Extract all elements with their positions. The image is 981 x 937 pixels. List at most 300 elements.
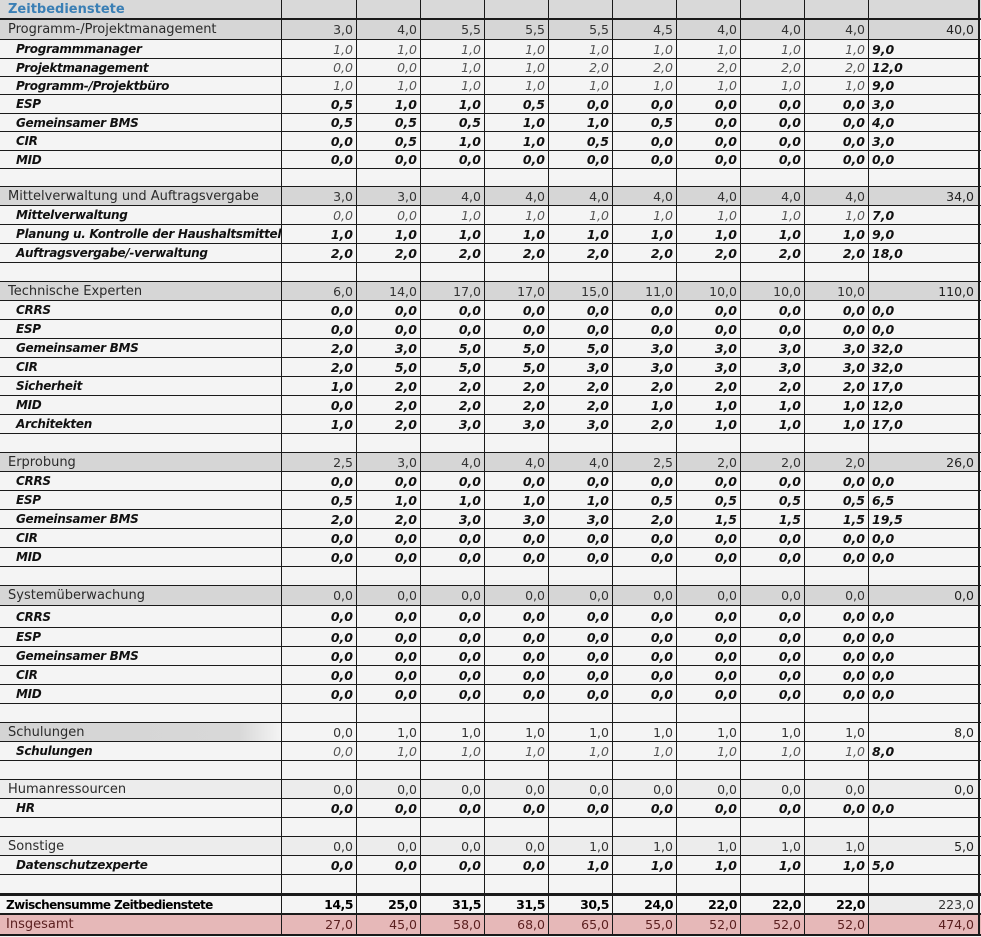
- value-cell-col-5[interactable]: [549, 818, 613, 836]
- value-cell-col-5[interactable]: 1,0: [549, 491, 613, 509]
- value-cell-col-5[interactable]: 0,0: [549, 548, 613, 566]
- total-cell[interactable]: 34,0: [869, 187, 980, 205]
- value-cell-col-7[interactable]: 2,0: [677, 244, 741, 262]
- value-cell-col-3[interactable]: 0,0: [421, 780, 485, 798]
- total-cell[interactable]: 0,0: [869, 780, 980, 798]
- total-cell[interactable]: 9,0: [869, 77, 980, 94]
- value-cell-col-3[interactable]: [421, 761, 485, 779]
- value-cell-col-1[interactable]: 0,0: [282, 59, 357, 76]
- row-label-cell[interactable]: [0, 875, 282, 893]
- value-cell-col-4[interactable]: 5,0: [485, 358, 549, 376]
- value-cell-col-6[interactable]: 2,0: [613, 59, 677, 76]
- value-cell-col-2[interactable]: 0,0: [357, 647, 421, 665]
- value-cell-col-4[interactable]: 3,0: [485, 510, 549, 528]
- value-cell-col-1[interactable]: 1,0: [282, 225, 357, 243]
- value-cell-col-7[interactable]: 1,0: [677, 742, 741, 760]
- value-cell-col-7[interactable]: 0,0: [677, 529, 741, 547]
- value-cell-col-3[interactable]: 1,0: [421, 132, 485, 150]
- value-cell-col-9[interactable]: [805, 567, 869, 585]
- value-cell-col-5[interactable]: 30,5: [549, 896, 613, 913]
- value-cell-col-3[interactable]: [421, 875, 485, 893]
- value-cell-col-1[interactable]: 0,0: [282, 837, 357, 855]
- value-cell-col-3[interactable]: [421, 169, 485, 186]
- value-cell-col-3[interactable]: 0,5: [421, 114, 485, 131]
- total-cell[interactable]: [869, 169, 980, 186]
- value-cell-col-6[interactable]: [613, 567, 677, 585]
- total-cell[interactable]: 17,0: [869, 377, 980, 395]
- value-cell-col-1[interactable]: 0,0: [282, 301, 357, 319]
- value-cell-col-5[interactable]: 0,0: [549, 799, 613, 817]
- value-cell-col-1[interactable]: 0,0: [282, 647, 357, 665]
- value-cell-col-5[interactable]: 5,5: [549, 20, 613, 39]
- value-cell-col-5[interactable]: 0,0: [549, 320, 613, 338]
- value-cell-col-1[interactable]: 3,0: [282, 20, 357, 39]
- value-cell-col-4[interactable]: 0,0: [485, 606, 549, 627]
- value-cell-col-3[interactable]: 0,0: [421, 606, 485, 627]
- value-cell-col-1[interactable]: 3,0: [282, 187, 357, 205]
- row-label-cell[interactable]: [0, 704, 282, 722]
- value-cell-col-2[interactable]: 45,0: [357, 915, 421, 934]
- value-cell-col-2[interactable]: [357, 875, 421, 893]
- value-cell-col-6[interactable]: 2,5: [613, 453, 677, 471]
- value-cell-col-8[interactable]: 0,5: [741, 491, 805, 509]
- value-cell-col-9[interactable]: [805, 0, 869, 18]
- value-cell-col-7[interactable]: 1,0: [677, 856, 741, 874]
- value-cell-col-1[interactable]: 1,0: [282, 415, 357, 433]
- row-label-cell[interactable]: Sicherheit: [0, 377, 282, 395]
- value-cell-col-6[interactable]: 1,0: [613, 742, 677, 760]
- value-cell-col-3[interactable]: [421, 434, 485, 452]
- value-cell-col-5[interactable]: 2,0: [549, 396, 613, 414]
- value-cell-col-5[interactable]: [549, 263, 613, 281]
- value-cell-col-7[interactable]: 0,0: [677, 301, 741, 319]
- total-cell[interactable]: 0,0: [869, 529, 980, 547]
- total-cell[interactable]: 5,0: [869, 837, 980, 855]
- value-cell-col-2[interactable]: 0,0: [357, 320, 421, 338]
- value-cell-col-5[interactable]: 1,0: [549, 837, 613, 855]
- value-cell-col-4[interactable]: 0,0: [485, 472, 549, 490]
- value-cell-col-6[interactable]: [613, 818, 677, 836]
- total-cell[interactable]: 0,0: [869, 628, 980, 646]
- value-cell-col-2[interactable]: 5,0: [357, 358, 421, 376]
- total-cell[interactable]: 8,0: [869, 723, 980, 741]
- value-cell-col-8[interactable]: [741, 567, 805, 585]
- value-cell-col-8[interactable]: 0,0: [741, 606, 805, 627]
- total-cell[interactable]: 0,0: [869, 301, 980, 319]
- value-cell-col-6[interactable]: 0,0: [613, 647, 677, 665]
- value-cell-col-3[interactable]: 5,5: [421, 20, 485, 39]
- row-label-cell[interactable]: Gemeinsamer BMS: [0, 647, 282, 665]
- value-cell-col-6[interactable]: 2,0: [613, 377, 677, 395]
- value-cell-col-8[interactable]: 0,0: [741, 132, 805, 150]
- total-cell[interactable]: 0,0: [869, 685, 980, 703]
- value-cell-col-8[interactable]: 1,0: [741, 415, 805, 433]
- value-cell-col-6[interactable]: [613, 434, 677, 452]
- value-cell-col-9[interactable]: [805, 875, 869, 893]
- total-cell[interactable]: 17,0: [869, 415, 980, 433]
- value-cell-col-1[interactable]: 0,0: [282, 723, 357, 741]
- row-label-cell[interactable]: [0, 434, 282, 452]
- value-cell-col-3[interactable]: 1,0: [421, 206, 485, 224]
- total-cell[interactable]: 7,0: [869, 206, 980, 224]
- value-cell-col-7[interactable]: 0,0: [677, 628, 741, 646]
- value-cell-col-2[interactable]: [357, 263, 421, 281]
- value-cell-col-8[interactable]: [741, 761, 805, 779]
- value-cell-col-2[interactable]: 25,0: [357, 896, 421, 913]
- value-cell-col-1[interactable]: 1,0: [282, 77, 357, 94]
- row-label-cell[interactable]: [0, 169, 282, 186]
- value-cell-col-1[interactable]: 27,0: [282, 915, 357, 934]
- value-cell-col-2[interactable]: [357, 761, 421, 779]
- row-label-cell[interactable]: Schulungen: [0, 742, 282, 760]
- value-cell-col-4[interactable]: 3,0: [485, 415, 549, 433]
- row-label-cell[interactable]: Architekten: [0, 415, 282, 433]
- value-cell-col-4[interactable]: [485, 263, 549, 281]
- value-cell-col-6[interactable]: [613, 704, 677, 722]
- value-cell-col-3[interactable]: 31,5: [421, 896, 485, 913]
- value-cell-col-7[interactable]: [677, 263, 741, 281]
- value-cell-col-9[interactable]: 2,0: [805, 453, 869, 471]
- total-cell[interactable]: 0,0: [869, 586, 980, 605]
- value-cell-col-2[interactable]: [357, 704, 421, 722]
- value-cell-col-8[interactable]: [741, 434, 805, 452]
- value-cell-col-3[interactable]: 3,0: [421, 510, 485, 528]
- total-cell[interactable]: 0,0: [869, 320, 980, 338]
- value-cell-col-7[interactable]: 0,0: [677, 586, 741, 605]
- value-cell-col-6[interactable]: [613, 875, 677, 893]
- value-cell-col-4[interactable]: 0,0: [485, 837, 549, 855]
- value-cell-col-7[interactable]: 1,0: [677, 837, 741, 855]
- value-cell-col-8[interactable]: 1,0: [741, 40, 805, 58]
- value-cell-col-9[interactable]: 22,0: [805, 896, 869, 913]
- value-cell-col-4[interactable]: [485, 875, 549, 893]
- value-cell-col-9[interactable]: 0,0: [805, 647, 869, 665]
- total-cell[interactable]: 19,5: [869, 510, 980, 528]
- value-cell-col-8[interactable]: 0,0: [741, 647, 805, 665]
- row-label-cell[interactable]: CIR: [0, 132, 282, 150]
- value-cell-col-7[interactable]: [677, 875, 741, 893]
- value-cell-col-1[interactable]: 0,0: [282, 780, 357, 798]
- value-cell-col-8[interactable]: 4,0: [741, 20, 805, 39]
- value-cell-col-4[interactable]: [485, 567, 549, 585]
- value-cell-col-7[interactable]: 2,0: [677, 453, 741, 471]
- value-cell-col-3[interactable]: 4,0: [421, 187, 485, 205]
- value-cell-col-9[interactable]: [805, 818, 869, 836]
- value-cell-col-7[interactable]: 0,0: [677, 780, 741, 798]
- value-cell-col-2[interactable]: 0,0: [357, 472, 421, 490]
- value-cell-col-3[interactable]: 1,0: [421, 225, 485, 243]
- value-cell-col-4[interactable]: 0,0: [485, 548, 549, 566]
- value-cell-col-7[interactable]: 10,0: [677, 282, 741, 300]
- value-cell-col-7[interactable]: [677, 704, 741, 722]
- value-cell-col-1[interactable]: 0,0: [282, 206, 357, 224]
- value-cell-col-6[interactable]: 0,0: [613, 151, 677, 168]
- total-cell[interactable]: 474,0: [869, 915, 980, 934]
- value-cell-col-5[interactable]: 0,0: [549, 151, 613, 168]
- value-cell-col-8[interactable]: 0,0: [741, 95, 805, 113]
- value-cell-col-9[interactable]: 0,0: [805, 472, 869, 490]
- value-cell-col-2[interactable]: 0,0: [357, 628, 421, 646]
- value-cell-col-3[interactable]: 0,0: [421, 685, 485, 703]
- total-cell[interactable]: 6,5: [869, 491, 980, 509]
- value-cell-col-6[interactable]: 11,0: [613, 282, 677, 300]
- value-cell-col-9[interactable]: 0,5: [805, 491, 869, 509]
- value-cell-col-1[interactable]: 1,0: [282, 40, 357, 58]
- value-cell-col-2[interactable]: 0,5: [357, 114, 421, 131]
- value-cell-col-6[interactable]: 1,0: [613, 396, 677, 414]
- value-cell-col-2[interactable]: 0,0: [357, 586, 421, 605]
- value-cell-col-9[interactable]: 2,0: [805, 244, 869, 262]
- value-cell-col-3[interactable]: 1,0: [421, 40, 485, 58]
- value-cell-col-8[interactable]: 1,0: [741, 742, 805, 760]
- row-label-cell[interactable]: Gemeinsamer BMS: [0, 339, 282, 357]
- value-cell-col-6[interactable]: 2,0: [613, 510, 677, 528]
- row-label-cell[interactable]: ESP: [0, 628, 282, 646]
- total-cell[interactable]: 32,0: [869, 339, 980, 357]
- value-cell-col-3[interactable]: 1,0: [421, 95, 485, 113]
- value-cell-col-1[interactable]: 0,5: [282, 491, 357, 509]
- value-cell-col-5[interactable]: 0,0: [549, 472, 613, 490]
- value-cell-col-6[interactable]: [613, 0, 677, 18]
- value-cell-col-5[interactable]: 2,0: [549, 377, 613, 395]
- value-cell-col-9[interactable]: 0,0: [805, 586, 869, 605]
- value-cell-col-5[interactable]: 0,0: [549, 301, 613, 319]
- value-cell-col-2[interactable]: 0,0: [357, 548, 421, 566]
- value-cell-col-1[interactable]: 0,5: [282, 114, 357, 131]
- value-cell-col-7[interactable]: [677, 818, 741, 836]
- value-cell-col-6[interactable]: 1,0: [613, 77, 677, 94]
- value-cell-col-4[interactable]: 1,0: [485, 132, 549, 150]
- value-cell-col-8[interactable]: 0,0: [741, 114, 805, 131]
- value-cell-col-5[interactable]: 15,0: [549, 282, 613, 300]
- value-cell-col-4[interactable]: 0,0: [485, 685, 549, 703]
- value-cell-col-9[interactable]: [805, 169, 869, 186]
- value-cell-col-3[interactable]: 0,0: [421, 837, 485, 855]
- value-cell-col-2[interactable]: 0,0: [357, 301, 421, 319]
- value-cell-col-8[interactable]: [741, 263, 805, 281]
- value-cell-col-9[interactable]: 4,0: [805, 20, 869, 39]
- value-cell-col-9[interactable]: 1,5: [805, 510, 869, 528]
- row-label-cell[interactable]: Insgesamt: [0, 915, 282, 934]
- value-cell-col-1[interactable]: 0,0: [282, 606, 357, 627]
- row-label-cell[interactable]: Gemeinsamer BMS: [0, 114, 282, 131]
- value-cell-col-1[interactable]: 2,0: [282, 244, 357, 262]
- value-cell-col-6[interactable]: 3,0: [613, 358, 677, 376]
- value-cell-col-7[interactable]: 0,0: [677, 606, 741, 627]
- value-cell-col-8[interactable]: 1,0: [741, 77, 805, 94]
- value-cell-col-5[interactable]: 1,0: [549, 114, 613, 131]
- row-label-cell[interactable]: Planung u. Kontrolle der Haushaltsmittel: [0, 225, 282, 243]
- value-cell-col-3[interactable]: 2,0: [421, 396, 485, 414]
- value-cell-col-2[interactable]: 0,0: [357, 529, 421, 547]
- value-cell-col-8[interactable]: 22,0: [741, 896, 805, 913]
- value-cell-col-7[interactable]: 0,0: [677, 685, 741, 703]
- value-cell-col-5[interactable]: [549, 875, 613, 893]
- value-cell-col-3[interactable]: 4,0: [421, 453, 485, 471]
- value-cell-col-5[interactable]: 0,0: [549, 606, 613, 627]
- value-cell-col-5[interactable]: 3,0: [549, 510, 613, 528]
- value-cell-col-2[interactable]: 0,0: [357, 685, 421, 703]
- value-cell-col-6[interactable]: 0,0: [613, 301, 677, 319]
- total-cell[interactable]: 4,0: [869, 114, 980, 131]
- value-cell-col-9[interactable]: 1,0: [805, 206, 869, 224]
- value-cell-col-3[interactable]: 58,0: [421, 915, 485, 934]
- value-cell-col-1[interactable]: 0,0: [282, 742, 357, 760]
- value-cell-col-4[interactable]: 0,0: [485, 647, 549, 665]
- row-label-cell[interactable]: Datenschutzexperte: [0, 856, 282, 874]
- row-label-cell[interactable]: CRRS: [0, 606, 282, 627]
- value-cell-col-4[interactable]: 0,0: [485, 320, 549, 338]
- value-cell-col-1[interactable]: 0,0: [282, 151, 357, 168]
- row-label-cell[interactable]: Zwischensumme Zeitbedienstete: [0, 896, 282, 913]
- value-cell-col-4[interactable]: 0,0: [485, 301, 549, 319]
- row-label-cell[interactable]: Mittelverwaltung und Auftragsvergabe: [0, 187, 282, 205]
- value-cell-col-4[interactable]: 68,0: [485, 915, 549, 934]
- value-cell-col-8[interactable]: 1,0: [741, 723, 805, 741]
- value-cell-col-5[interactable]: 1,0: [549, 225, 613, 243]
- value-cell-col-5[interactable]: 2,0: [549, 244, 613, 262]
- value-cell-col-3[interactable]: 1,0: [421, 59, 485, 76]
- value-cell-col-8[interactable]: 4,0: [741, 187, 805, 205]
- value-cell-col-2[interactable]: 1,0: [357, 742, 421, 760]
- value-cell-col-8[interactable]: 0,0: [741, 666, 805, 684]
- value-cell-col-2[interactable]: 0,0: [357, 856, 421, 874]
- value-cell-col-4[interactable]: [485, 761, 549, 779]
- value-cell-col-9[interactable]: [805, 434, 869, 452]
- value-cell-col-3[interactable]: 0,0: [421, 529, 485, 547]
- value-cell-col-5[interactable]: 4,0: [549, 187, 613, 205]
- value-cell-col-1[interactable]: 0,0: [282, 628, 357, 646]
- total-cell[interactable]: 0,0: [869, 647, 980, 665]
- value-cell-col-4[interactable]: 0,0: [485, 799, 549, 817]
- value-cell-col-4[interactable]: 0,0: [485, 529, 549, 547]
- total-cell[interactable]: [869, 818, 980, 836]
- value-cell-col-9[interactable]: 2,0: [805, 377, 869, 395]
- value-cell-col-4[interactable]: 4,0: [485, 453, 549, 471]
- value-cell-col-6[interactable]: 0,0: [613, 586, 677, 605]
- total-cell[interactable]: [869, 761, 980, 779]
- value-cell-col-4[interactable]: 4,0: [485, 187, 549, 205]
- value-cell-col-7[interactable]: 0,0: [677, 132, 741, 150]
- value-cell-col-2[interactable]: 0,0: [357, 666, 421, 684]
- total-cell[interactable]: [869, 704, 980, 722]
- value-cell-col-7[interactable]: 0,0: [677, 647, 741, 665]
- value-cell-col-9[interactable]: 0,0: [805, 301, 869, 319]
- row-label-cell[interactable]: ESP: [0, 320, 282, 338]
- value-cell-col-8[interactable]: 1,0: [741, 856, 805, 874]
- value-cell-col-7[interactable]: 1,5: [677, 510, 741, 528]
- value-cell-col-9[interactable]: 1,0: [805, 40, 869, 58]
- row-label-cell[interactable]: CIR: [0, 529, 282, 547]
- value-cell-col-6[interactable]: 4,5: [613, 20, 677, 39]
- row-label-cell[interactable]: MID: [0, 396, 282, 414]
- value-cell-col-9[interactable]: 4,0: [805, 187, 869, 205]
- value-cell-col-2[interactable]: 0,0: [357, 799, 421, 817]
- value-cell-col-8[interactable]: 1,0: [741, 396, 805, 414]
- value-cell-col-4[interactable]: 1,0: [485, 77, 549, 94]
- value-cell-col-7[interactable]: 2,0: [677, 59, 741, 76]
- value-cell-col-2[interactable]: [357, 567, 421, 585]
- value-cell-col-5[interactable]: 0,0: [549, 529, 613, 547]
- value-cell-col-4[interactable]: [485, 434, 549, 452]
- value-cell-col-9[interactable]: 0,0: [805, 320, 869, 338]
- value-cell-col-4[interactable]: 1,0: [485, 723, 549, 741]
- value-cell-col-1[interactable]: 0,0: [282, 586, 357, 605]
- value-cell-col-9[interactable]: [805, 761, 869, 779]
- row-label-cell[interactable]: CIR: [0, 358, 282, 376]
- value-cell-col-4[interactable]: 5,5: [485, 20, 549, 39]
- value-cell-col-7[interactable]: [677, 0, 741, 18]
- value-cell-col-3[interactable]: 0,0: [421, 548, 485, 566]
- total-cell[interactable]: [869, 434, 980, 452]
- row-label-cell[interactable]: CIR: [0, 666, 282, 684]
- value-cell-col-9[interactable]: 10,0: [805, 282, 869, 300]
- value-cell-col-9[interactable]: 1,0: [805, 396, 869, 414]
- value-cell-col-9[interactable]: 52,0: [805, 915, 869, 934]
- total-cell[interactable]: 12,0: [869, 396, 980, 414]
- value-cell-col-2[interactable]: 14,0: [357, 282, 421, 300]
- value-cell-col-2[interactable]: [357, 169, 421, 186]
- row-label-cell[interactable]: Mittelverwaltung: [0, 206, 282, 224]
- value-cell-col-9[interactable]: 1,0: [805, 225, 869, 243]
- value-cell-col-9[interactable]: 0,0: [805, 114, 869, 131]
- value-cell-col-8[interactable]: 0,0: [741, 301, 805, 319]
- value-cell-col-9[interactable]: 0,0: [805, 606, 869, 627]
- value-cell-col-1[interactable]: 6,0: [282, 282, 357, 300]
- value-cell-col-5[interactable]: [549, 169, 613, 186]
- value-cell-col-7[interactable]: 3,0: [677, 358, 741, 376]
- value-cell-col-6[interactable]: 0,0: [613, 628, 677, 646]
- value-cell-col-4[interactable]: 5,0: [485, 339, 549, 357]
- value-cell-col-8[interactable]: 52,0: [741, 915, 805, 934]
- value-cell-col-2[interactable]: 2,0: [357, 415, 421, 433]
- total-cell[interactable]: 0,0: [869, 606, 980, 627]
- row-label-cell[interactable]: Projektmanagement: [0, 59, 282, 76]
- total-cell[interactable]: 12,0: [869, 59, 980, 76]
- value-cell-col-7[interactable]: 1,0: [677, 77, 741, 94]
- value-cell-col-9[interactable]: 0,0: [805, 529, 869, 547]
- row-label-cell[interactable]: [0, 263, 282, 281]
- value-cell-col-4[interactable]: [485, 0, 549, 18]
- value-cell-col-8[interactable]: 0,0: [741, 586, 805, 605]
- row-label-cell[interactable]: [0, 567, 282, 585]
- value-cell-col-8[interactable]: [741, 169, 805, 186]
- total-cell[interactable]: [869, 263, 980, 281]
- total-cell[interactable]: 110,0: [869, 282, 980, 300]
- row-label-cell[interactable]: Gemeinsamer BMS: [0, 510, 282, 528]
- value-cell-col-2[interactable]: 2,0: [357, 396, 421, 414]
- value-cell-col-2[interactable]: 3,0: [357, 453, 421, 471]
- value-cell-col-1[interactable]: 0,0: [282, 685, 357, 703]
- value-cell-col-8[interactable]: 0,0: [741, 685, 805, 703]
- value-cell-col-3[interactable]: 2,0: [421, 377, 485, 395]
- value-cell-col-3[interactable]: 1,0: [421, 491, 485, 509]
- value-cell-col-4[interactable]: 2,0: [485, 377, 549, 395]
- total-cell[interactable]: [869, 567, 980, 585]
- value-cell-col-7[interactable]: 0,0: [677, 799, 741, 817]
- value-cell-col-2[interactable]: 1,0: [357, 77, 421, 94]
- value-cell-col-6[interactable]: 0,0: [613, 548, 677, 566]
- sheet-title[interactable]: Zeitbedienstete: [0, 0, 282, 18]
- value-cell-col-7[interactable]: 4,0: [677, 20, 741, 39]
- value-cell-col-9[interactable]: 0,0: [805, 95, 869, 113]
- value-cell-col-6[interactable]: 1,0: [613, 206, 677, 224]
- value-cell-col-3[interactable]: 0,0: [421, 586, 485, 605]
- value-cell-col-5[interactable]: 0,0: [549, 647, 613, 665]
- value-cell-col-6[interactable]: 3,0: [613, 339, 677, 357]
- value-cell-col-7[interactable]: 2,0: [677, 377, 741, 395]
- total-cell[interactable]: 18,0: [869, 244, 980, 262]
